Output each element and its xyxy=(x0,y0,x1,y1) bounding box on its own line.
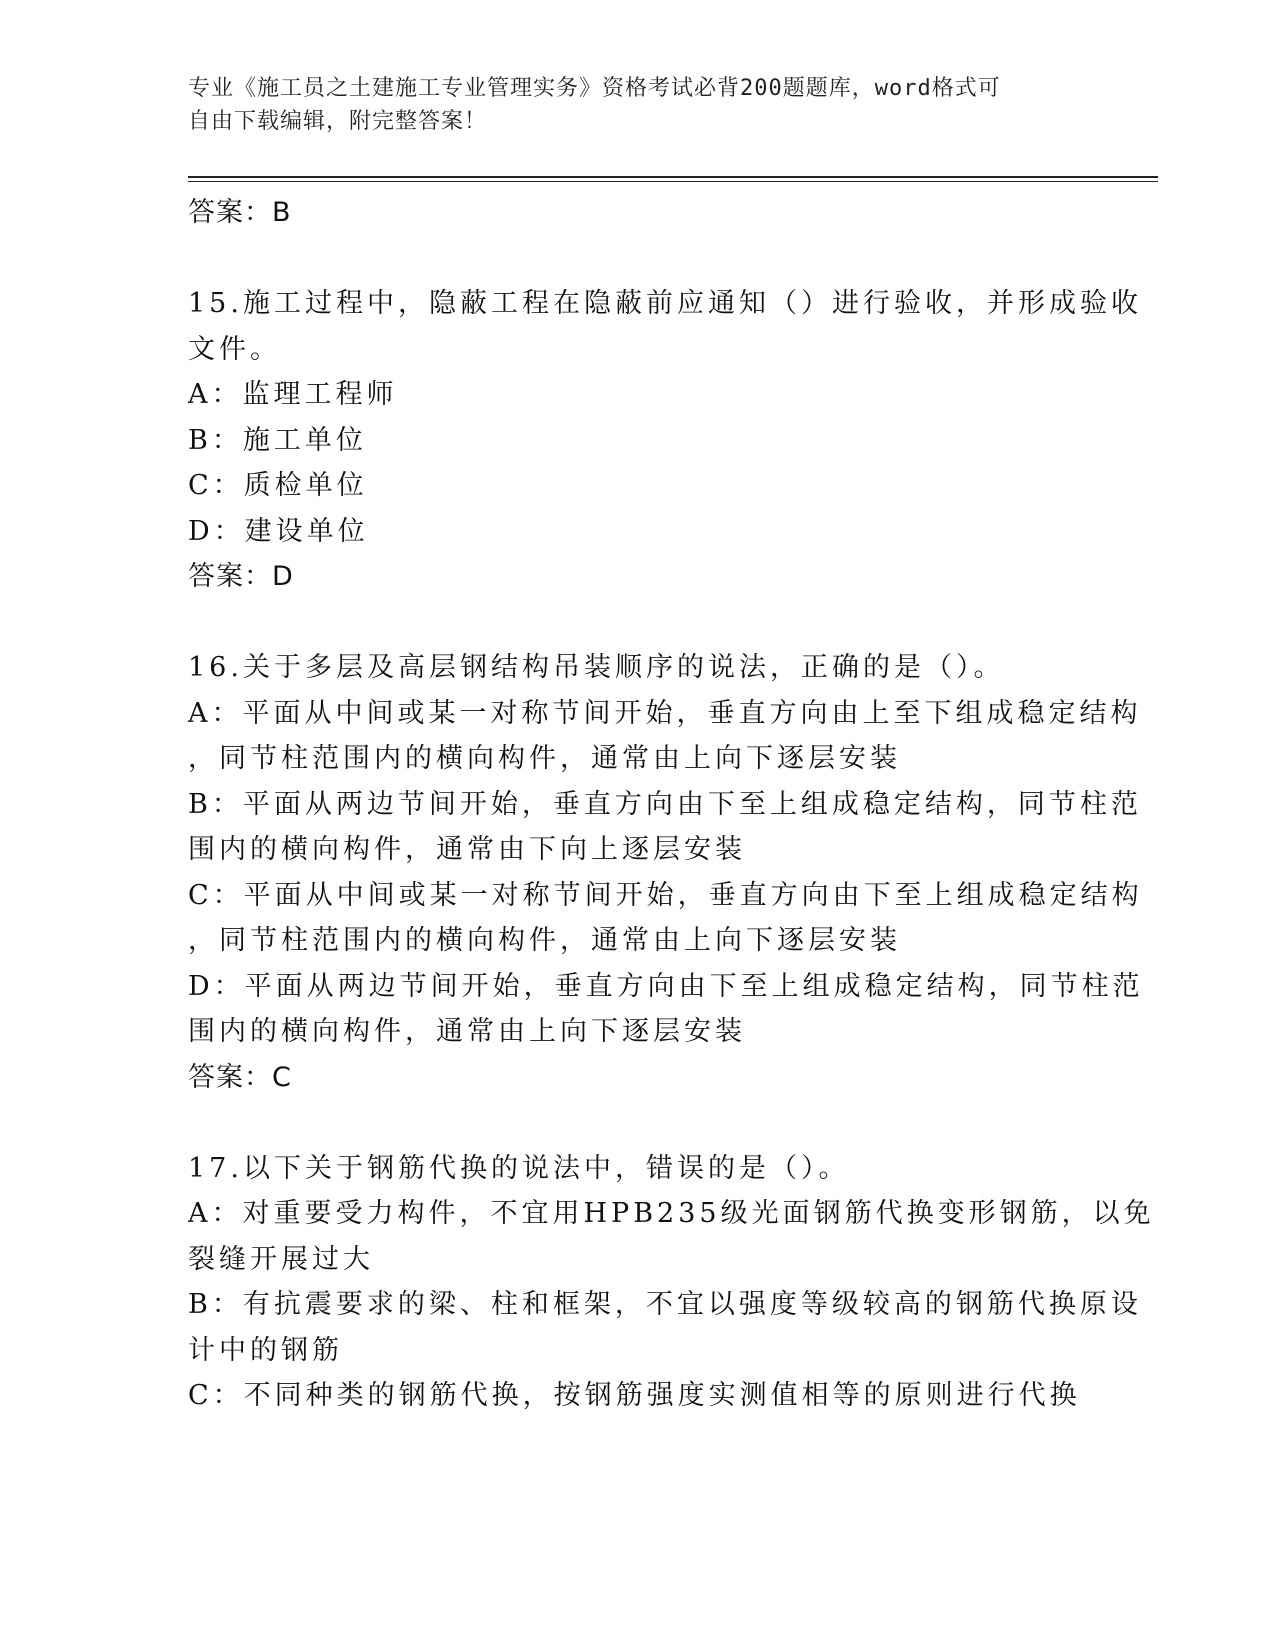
option-d: D：建设单位 xyxy=(188,515,369,547)
option-d: D：平面从两边节间开始，垂直方向由下至上组成稳定结构，同节柱范 xyxy=(188,970,1144,1002)
header-rule-thin xyxy=(188,181,1158,182)
option-c: C：不同种类的钢筋代换，按钢筋强度实测值相等的原则进行代换 xyxy=(188,1380,1081,1411)
page-header xyxy=(188,72,1088,138)
answer: 答案：D xyxy=(188,561,294,592)
option-c-cont: ，同节柱范围内的横向构件，通常由上向下逐层安装 xyxy=(188,925,901,956)
option-a-cont: ，同节柱范围内的横向构件，通常由上向下逐层安装 xyxy=(188,743,901,774)
question-16 xyxy=(188,645,1144,1100)
header-line-2: 自由下载编辑，附完整答案！ xyxy=(188,109,488,134)
option-a: A：平面从中间或某一对称节间开始，垂直方向由上至下组成稳定结构 xyxy=(188,697,1142,729)
option-b: B：有抗震要求的梁、柱和框架，不宜以强度等级较高的钢筋代换原设 xyxy=(188,1289,1142,1320)
answer-prev: 答案：B xyxy=(188,197,292,228)
question-body xyxy=(188,190,1155,1419)
option-c: C：平面从中间或某一对称节间开始，垂直方向由下至上组成稳定结构 xyxy=(188,879,1143,911)
option-b: B：平面从两边节间开始，垂直方向由下至上组成稳定结构，同节柱范 xyxy=(188,788,1142,820)
answer: 答案：C xyxy=(188,1061,292,1093)
spacer xyxy=(188,1100,1088,1146)
question-17 xyxy=(188,1146,1155,1419)
option-a-cont: 裂缝开展过大 xyxy=(188,1243,374,1275)
header-rule-thick xyxy=(188,176,1158,178)
question-stem: 17.以下关于钢筋代换的说法中，错误的是（）。 xyxy=(188,1152,850,1184)
question-15 xyxy=(188,281,1142,600)
header-line-1: 专业《施工员之土建施工专业管理实务》资格考试必背200题题库，word格式可 xyxy=(188,76,1001,101)
option-c: C：质检单位 xyxy=(188,470,368,501)
document-page xyxy=(188,0,1158,1650)
question-stem-cont: 文件。 xyxy=(188,333,281,365)
spacer xyxy=(188,236,1088,282)
question-stem: 16.关于多层及高层钢结构吊装顺序的说法，正确的是（）。 xyxy=(188,652,1005,683)
option-d-cont: 围内的横向构件，通常由上向下逐层安装 xyxy=(188,1016,746,1047)
option-b: B：施工单位 xyxy=(188,424,367,456)
option-a: A：监理工程师 xyxy=(188,379,398,410)
question-stem: 15.施工过程中，隐蔽工程在隐蔽前应通知（）进行验收，并形成验收 xyxy=(188,288,1142,319)
spacer xyxy=(188,600,1088,646)
option-b-cont: 计中的钢筋 xyxy=(188,1334,343,1366)
option-b-cont: 围内的横向构件，通常由下向上逐层安装 xyxy=(188,834,746,865)
option-a: A：对重要受力构件，不宜用HPB235级光面钢筋代换变形钢筋，以免 xyxy=(188,1198,1155,1229)
